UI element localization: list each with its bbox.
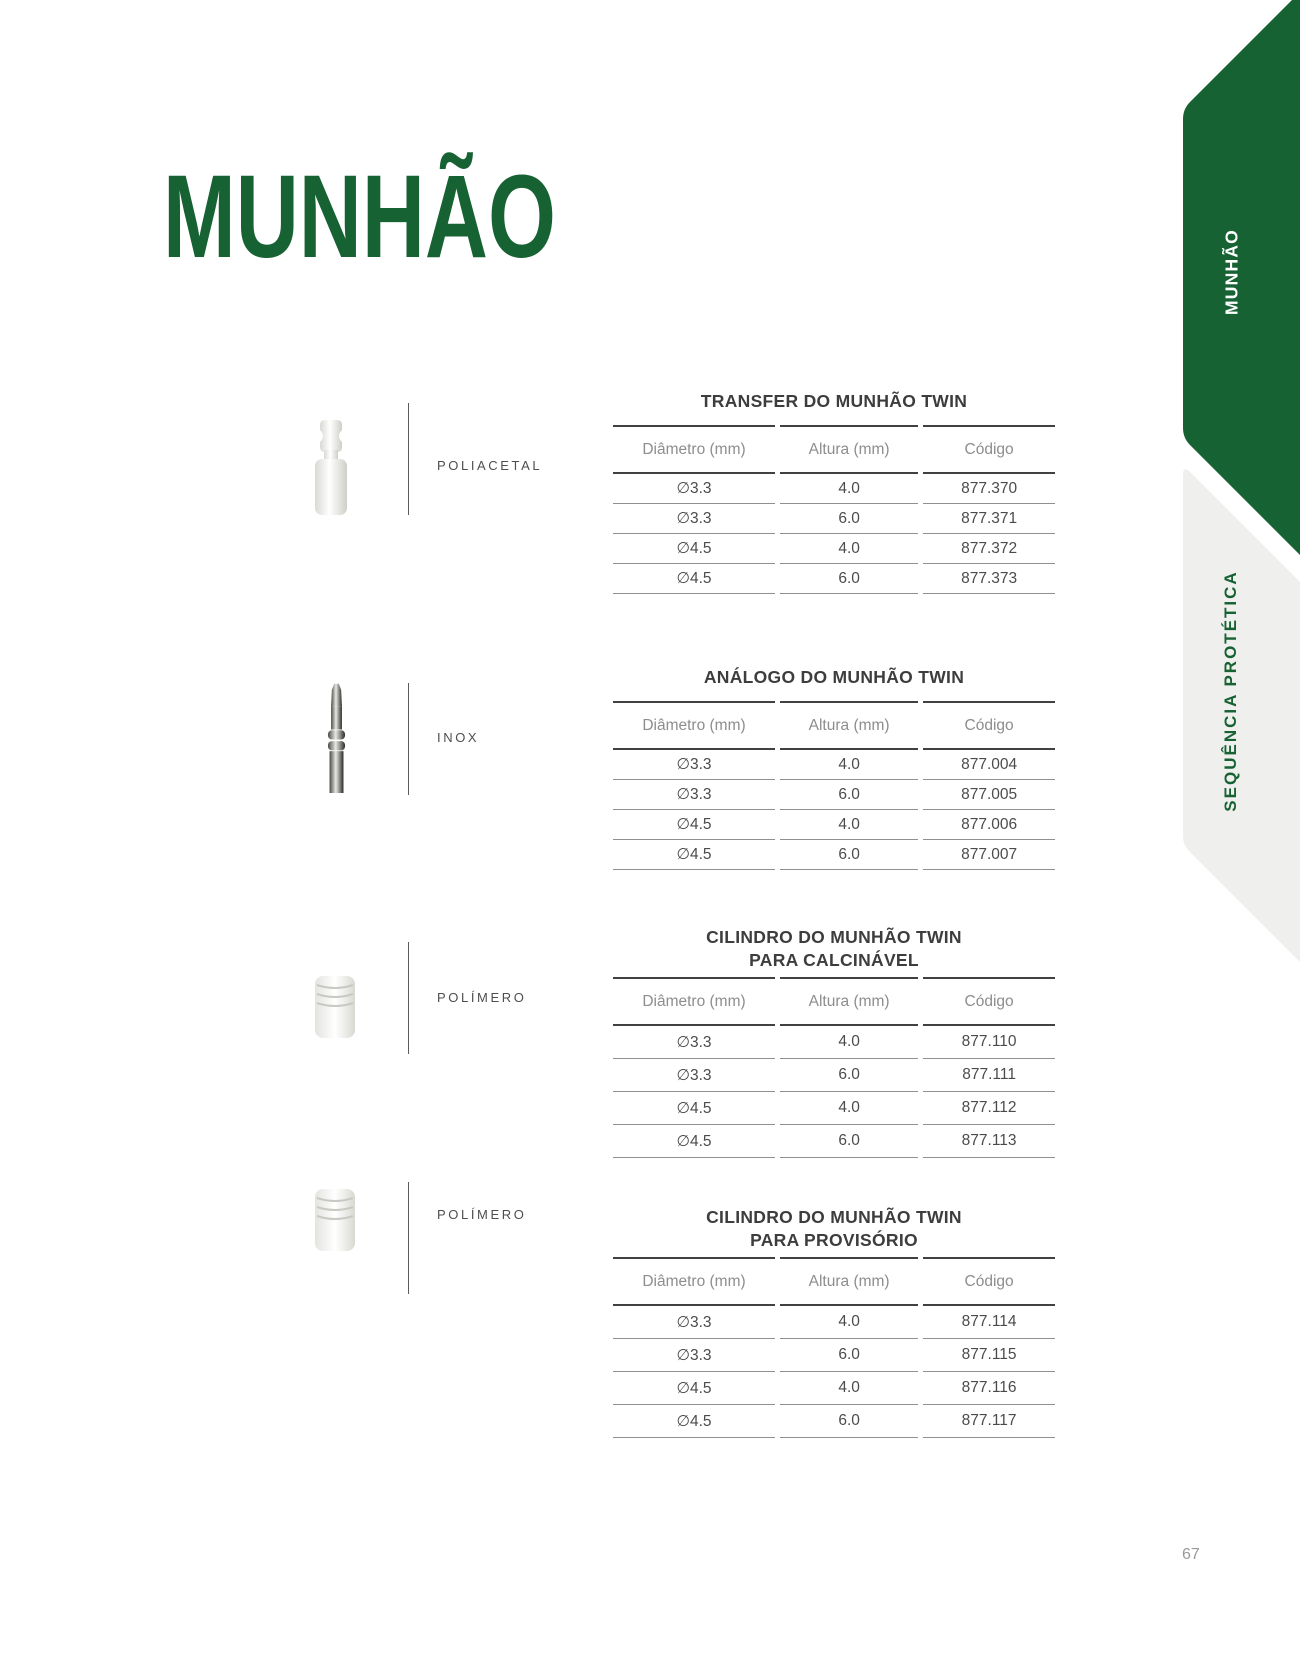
table-cell: 877.007 — [923, 840, 1055, 870]
product-table-block — [608, 390, 1060, 594]
table-cell: ∅4.5 — [613, 1125, 775, 1158]
table-cell: 877.117 — [923, 1405, 1055, 1438]
table-cell: 877.005 — [923, 780, 1055, 810]
transfer-abutment-image — [311, 417, 351, 517]
column-header: Diâmetro (mm) — [613, 977, 775, 1026]
table-cell: 6.0 — [780, 1059, 918, 1092]
table-cell: 4.0 — [780, 474, 918, 504]
table-cell: 877.373 — [923, 564, 1055, 594]
table-cell: 877.371 — [923, 504, 1055, 534]
spec-table — [608, 1257, 1060, 1438]
spec-table — [608, 701, 1060, 870]
table-cell: 877.111 — [923, 1059, 1055, 1092]
castable-cylinder-image — [313, 972, 357, 1040]
table-cell: 4.0 — [780, 1372, 918, 1405]
table-cell: ∅4.5 — [613, 1372, 775, 1405]
table-title: CILINDRO DO MUNHÃO TWIN PARA CALCINÁVEL — [706, 927, 962, 970]
table-cell: 4.0 — [780, 810, 918, 840]
table-cell: 6.0 — [780, 1125, 918, 1158]
analog-image — [324, 683, 349, 793]
table-cell: 4.0 — [780, 1026, 918, 1059]
column-header: Altura (mm) — [780, 425, 918, 474]
table-cell: 877.004 — [923, 750, 1055, 780]
header-row — [613, 977, 1055, 1026]
table-cell: ∅3.3 — [613, 1026, 775, 1059]
table-cell: ∅3.3 — [613, 1339, 775, 1372]
column-header: Código — [923, 1257, 1055, 1306]
table-row — [613, 1059, 1055, 1092]
table-cell: ∅4.5 — [613, 1405, 775, 1438]
table-cell: ∅3.3 — [613, 750, 775, 780]
column-header: Altura (mm) — [780, 701, 918, 750]
column-header: Altura (mm) — [780, 977, 918, 1026]
spec-table — [608, 977, 1060, 1158]
table-cell: 6.0 — [780, 840, 918, 870]
table-cell: 877.113 — [923, 1125, 1055, 1158]
column-header: Diâmetro (mm) — [613, 1257, 775, 1306]
provisional-cylinder-image — [313, 1185, 357, 1253]
table-cell: ∅3.3 — [613, 780, 775, 810]
table-cell: ∅4.5 — [613, 810, 775, 840]
table-cell: ∅3.3 — [613, 1059, 775, 1092]
label-divider — [408, 403, 409, 515]
table-cell: 6.0 — [780, 504, 918, 534]
table-cell: 877.006 — [923, 810, 1055, 840]
table-cell: ∅3.3 — [613, 1306, 775, 1339]
table-cell: ∅3.3 — [613, 504, 775, 534]
column-header: Código — [923, 425, 1055, 474]
page-number: 67 — [1182, 1546, 1200, 1563]
table-row — [613, 504, 1055, 534]
table-row — [613, 1339, 1055, 1372]
table-cell: 4.0 — [780, 750, 918, 780]
header-row — [613, 701, 1055, 750]
side-tab-sequencia-protetica: SEQUÊNCIA PROTÉTICA — [1221, 570, 1240, 812]
table-row — [613, 564, 1055, 594]
table-cell: ∅4.5 — [613, 840, 775, 870]
table-cell: 877.370 — [923, 474, 1055, 504]
table-title: ANÁLOGO DO MUNHÃO TWIN — [703, 667, 965, 687]
table-row — [613, 1026, 1055, 1059]
table-row — [613, 780, 1055, 810]
product-table-block — [608, 926, 1060, 1158]
column-header: Código — [923, 977, 1055, 1026]
table-row — [613, 534, 1055, 564]
material-label: INOX — [437, 730, 480, 745]
table-cell: 6.0 — [780, 1405, 918, 1438]
table-cell: 4.0 — [780, 1306, 918, 1339]
table-row — [613, 474, 1055, 504]
column-header: Código — [923, 701, 1055, 750]
table-title: CILINDRO DO MUNHÃO TWIN PARA PROVISÓRIO — [706, 1207, 962, 1250]
table-cell: ∅4.5 — [613, 534, 775, 564]
table-cell: 4.0 — [780, 1092, 918, 1125]
table-cell: 877.372 — [923, 534, 1055, 564]
header-row — [613, 1257, 1055, 1306]
table-row — [613, 1405, 1055, 1438]
column-header: Diâmetro (mm) — [613, 425, 775, 474]
label-divider — [408, 942, 409, 1054]
table-cell: 877.115 — [923, 1339, 1055, 1372]
table-row — [613, 1092, 1055, 1125]
table-cell: 6.0 — [780, 1339, 918, 1372]
material-label: POLÍMERO — [437, 1207, 527, 1222]
material-label: POLIACETAL — [437, 458, 543, 473]
spec-table — [608, 425, 1060, 594]
table-title: TRANSFER DO MUNHÃO TWIN — [700, 391, 968, 411]
table-row — [613, 750, 1055, 780]
table-row — [613, 1306, 1055, 1339]
table-row — [613, 840, 1055, 870]
label-divider — [408, 683, 409, 795]
table-row — [613, 810, 1055, 840]
table-row — [613, 1125, 1055, 1158]
product-table-block — [608, 1206, 1060, 1438]
table-cell: ∅4.5 — [613, 1092, 775, 1125]
product-table-block — [608, 666, 1060, 870]
sequencia-tab-shape — [1183, 469, 1300, 962]
column-header: Diâmetro (mm) — [613, 701, 775, 750]
table-cell: 6.0 — [780, 564, 918, 594]
label-divider — [408, 1182, 409, 1294]
table-cell: 877.114 — [923, 1306, 1055, 1339]
table-cell: 877.116 — [923, 1372, 1055, 1405]
table-cell: ∅3.3 — [613, 474, 775, 504]
table-cell: ∅4.5 — [613, 564, 775, 594]
table-cell: 877.112 — [923, 1092, 1055, 1125]
table-cell: 4.0 — [780, 534, 918, 564]
side-tab-shapes — [1160, 0, 1300, 1000]
material-label: POLÍMERO — [437, 990, 527, 1005]
side-tab-munhao: MUNHÃO — [1221, 229, 1242, 315]
table-cell: 877.110 — [923, 1026, 1055, 1059]
table-row — [613, 1372, 1055, 1405]
page-title: MUNHÃO — [163, 151, 556, 283]
table-cell: 6.0 — [780, 780, 918, 810]
column-header: Altura (mm) — [780, 1257, 918, 1306]
header-row — [613, 425, 1055, 474]
